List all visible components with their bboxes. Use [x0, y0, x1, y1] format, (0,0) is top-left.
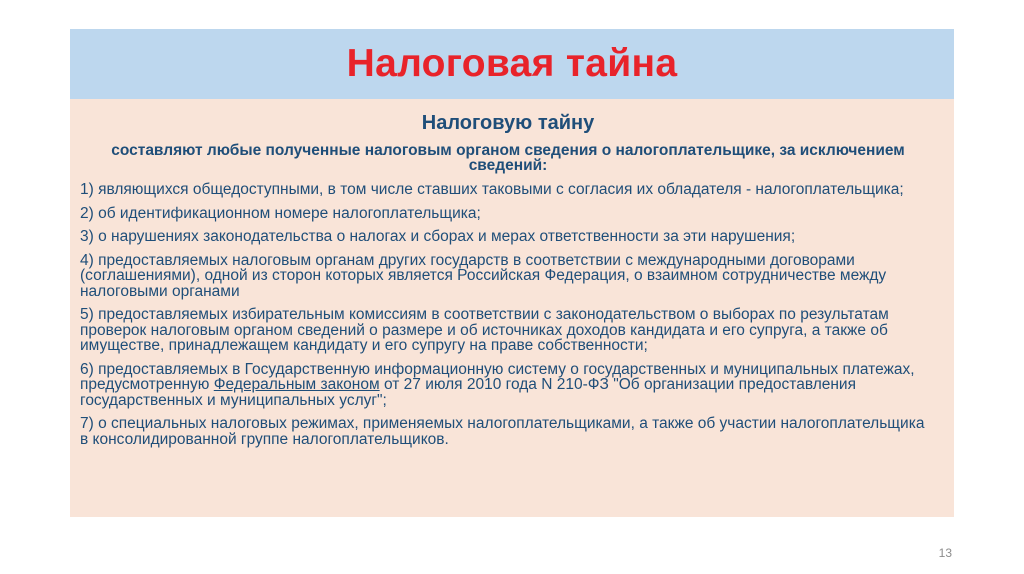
title-band: [70, 29, 954, 99]
slide-title: Налоговая тайна: [346, 42, 678, 85]
list-item: 1) являющихся общедоступными, в том числе ставших таковыми с согласия их обладателя - налогоплательщика;: [80, 181, 904, 198]
list-item-text: от 27 июля 2010 года N 210-ФЗ "Об организации предоставления государственных и муниципальных услуг";: [80, 376, 856, 409]
list-item: 3) о нарушениях законодательства о налогах и сборах и мерах ответственности за эти нарушения;: [80, 228, 796, 245]
list-item-text: 6) предоставляемых в Государственную информационную систему о государственных и муниципальных платежах, предусмотренную: [80, 360, 915, 393]
list-item: 4) предоставляемых налоговым органам других государств в соответствии с международными договорами (соглашениями), одной из сторон которых является Российская Федерация, о взаимном сотрудничестве между налоговыми органами: [80, 251, 887, 300]
intro-text: составляют любые полученные налоговым органом сведения о налогоплательщике, за исключением сведений:: [111, 142, 905, 174]
list-item: 2) об идентификационном номере налогоплательщика;: [80, 204, 481, 222]
list-item: [80, 362, 936, 409]
list-item: 5) предоставляемых избирательным комиссиям в соответствии с законодательством о выборах по результатам проверок налоговым органом сведений о размере и об источниках доходов кандидата и его супруга, а также об имуществе, принадлежащем кандидату и его супругу на праве собственности;: [80, 306, 889, 354]
list-item: 7) о специальных налоговых режимах, применяемых налогоплательщиками, а также об участии налогоплательщика в консолидированной группе налогоплательщиков.: [80, 415, 925, 448]
subheading: Налоговую тайну: [421, 112, 595, 134]
federal-law-link[interactable]: Федеральным законом: [213, 376, 380, 393]
exceptions-list: [80, 182, 936, 447]
page-number: 13: [938, 546, 952, 560]
content-box: [70, 99, 954, 517]
